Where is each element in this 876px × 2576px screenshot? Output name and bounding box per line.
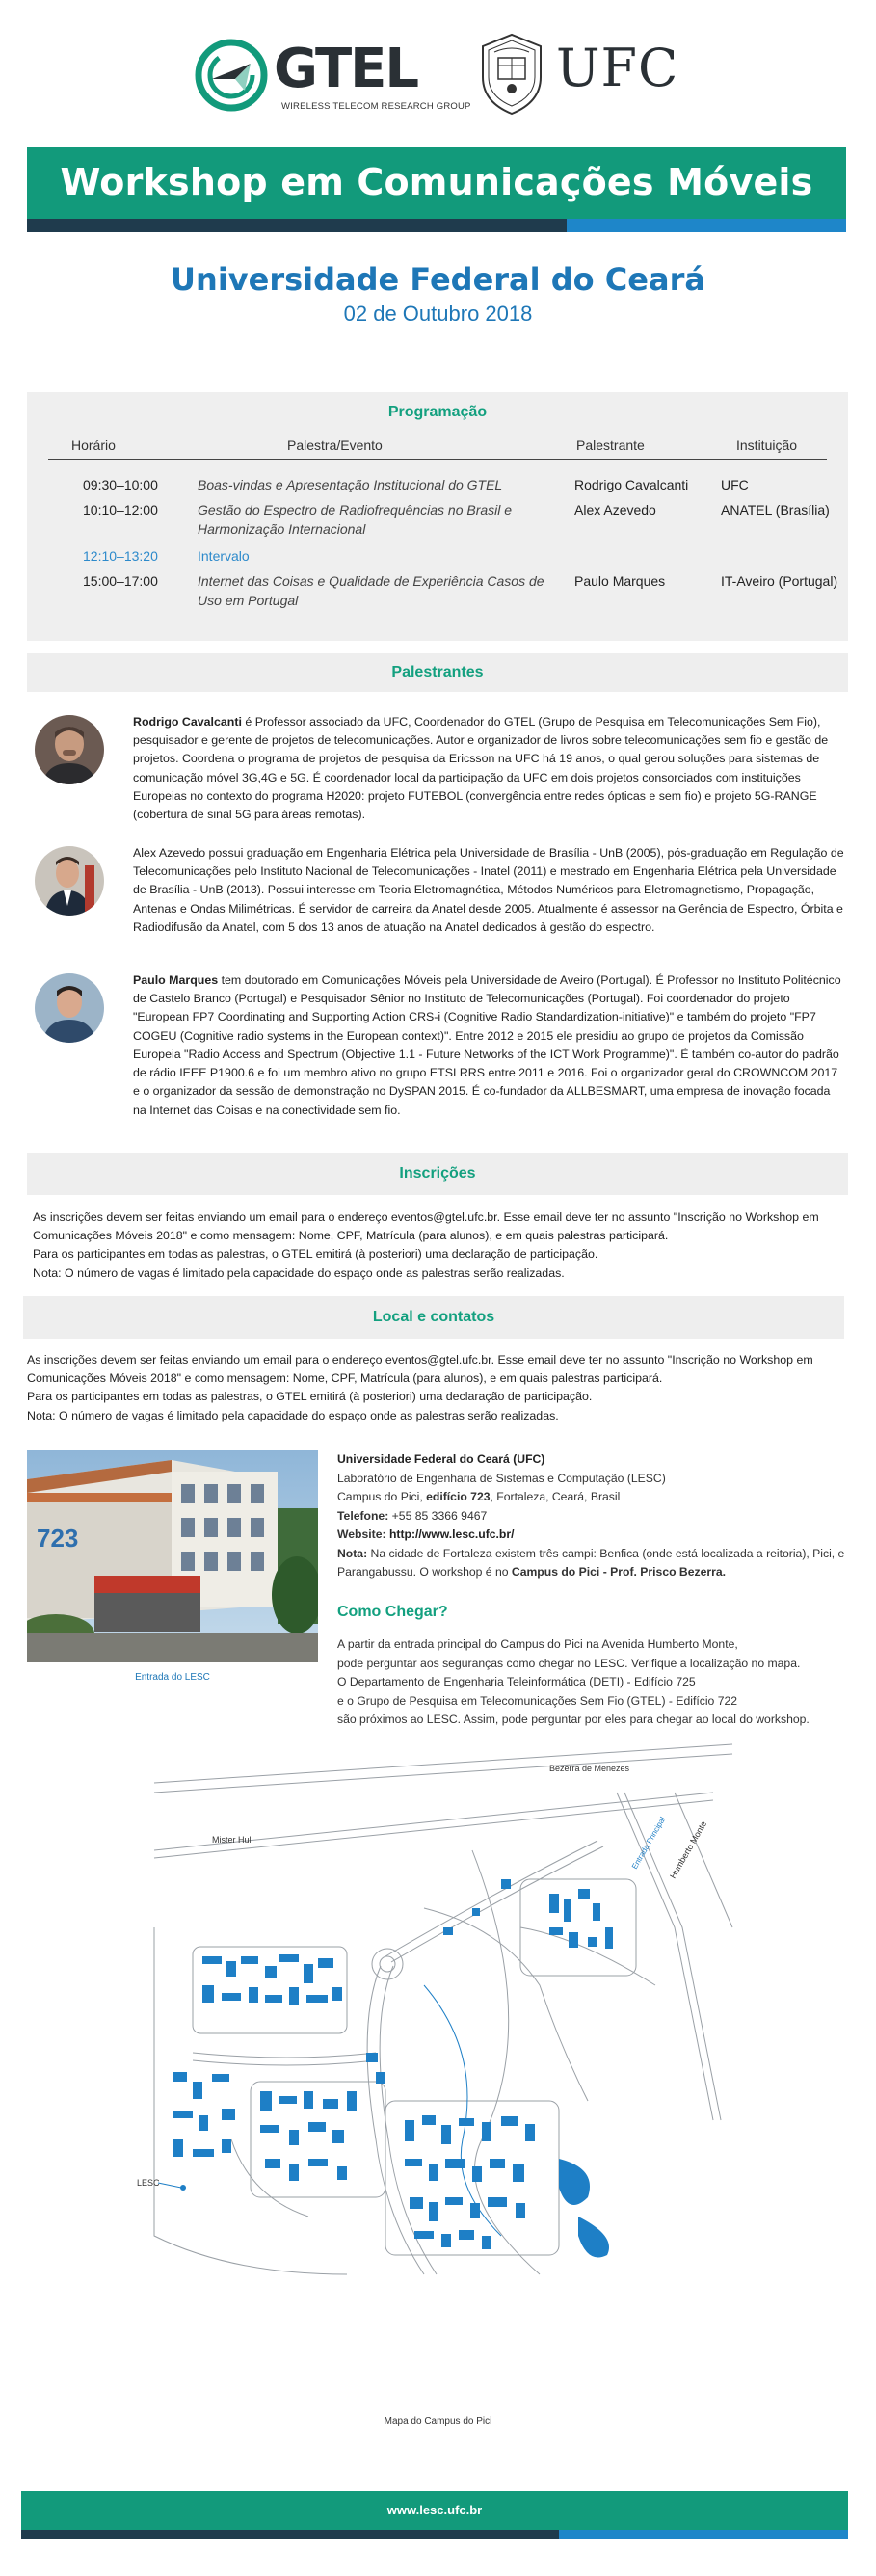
local-section-bar <box>23 1296 844 1339</box>
inscricoes-line: Nota: O número de vagas é limitado pela capacidade do espaço onde as palestras serão realizadas. <box>33 1265 565 1280</box>
speaker-bio <box>133 971 846 1120</box>
row-speaker: Alex Azevedo <box>574 502 656 518</box>
col-horario: Horário <box>71 438 116 453</box>
local-line: Para os participantes em todas as palestras, o GTEL emitirá (à posteriori) uma declaração de participação. <box>27 1390 593 1404</box>
address-name: Universidade Federal do Ceará (UFC) <box>337 1452 545 1466</box>
how-line: O Departamento de Engenharia Teleinformática (DETI) - Edifício 725 <box>337 1675 696 1689</box>
address-lab: Laboratório de Engenharia de Sistemas e Computação (LESC) <box>337 1471 666 1485</box>
header-logos <box>0 29 876 125</box>
footer-bar <box>21 2491 848 2530</box>
address-campus <box>337 1488 858 1507</box>
footer-stripe <box>21 2530 848 2539</box>
speaker-photo-icon <box>35 715 104 784</box>
gtel-logo <box>193 37 471 119</box>
schedule-header <box>48 437 827 460</box>
avatar <box>35 973 104 1043</box>
how-to-arrive-title: Como Chegar? <box>337 1604 448 1620</box>
row-speaker: Paulo Marques <box>574 573 666 589</box>
row-time: 12:10–13:20 <box>83 548 158 564</box>
speakers-section-bar <box>27 653 848 692</box>
speaker-photo-icon <box>35 846 104 916</box>
speaker-photo-icon <box>35 973 104 1043</box>
building-photo <box>27 1450 318 1662</box>
row-event: Internet das Coisas e Qualidade de Experiência Casos de Uso em Portugal <box>198 573 544 609</box>
gtel-wordmark: GTEL <box>274 38 418 100</box>
inscricoes-text <box>33 1208 847 1283</box>
inscricoes-section-bar <box>27 1153 848 1195</box>
university-name: Universidade Federal do Ceará <box>171 261 705 298</box>
col-instituicao: Instituição <box>736 438 798 453</box>
footer-stripe-dark <box>21 2530 559 2539</box>
website-link[interactable]: http://www.lesc.ufc.br/ <box>388 1527 515 1542</box>
note-text: Na cidade de Fortaleza existem três campi: Benfica (onde está localizada a reitoria), Pici, e Parangabussu. O workshop é no <box>337 1546 845 1580</box>
local-text <box>27 1351 846 1425</box>
inscricoes-title: Inscrições <box>399 1164 476 1182</box>
avatar <box>35 715 104 784</box>
speaker-bio <box>133 713 846 824</box>
address-building: edifício 723 <box>426 1490 491 1504</box>
inscricoes-line: As inscrições devem ser feitas enviando um email para o endereço eventos@gtel.ufc.br. Esse email deve ter no assunto "Inscrição no Workshop em Comunicações Móveis 2018" e como mensagem: Nome, CPF, Matrícula (para alunos), e em quais palestras participará. <box>33 1210 819 1243</box>
ufc-wordmark: UFC <box>556 38 679 98</box>
map-label-lesc: LESC <box>137 2178 160 2188</box>
address-campus-suffix: , Fortaleza, Ceará, Brasil <box>490 1490 621 1504</box>
speaker-bio <box>133 844 846 937</box>
address-phone <box>337 1507 858 1527</box>
map-label-entrance: Entrada Principal <box>629 1815 668 1871</box>
col-palestrante: Palestrante <box>576 438 645 453</box>
speakers-title: Palestrantes <box>391 663 484 680</box>
building-number: 723 <box>37 1524 79 1553</box>
speaker-bio-text: tem doutorado em Comunicações Móveis pela Universidade de Aveiro (Portugal). É Professor no Instituto Politécnico de Castelo Branco (Portugal) e Pesquisador Sênior no Instituto de Telecomunicações (Portugal). Foi coordenador do projeto "European FP7 Coordinating and Supporting Action CRS-i (Cognitive Radio Standardization-initiative)" e também do projeto "FP7 COGEU (Cognitive radio systems in the European context)". Entre 2012 e 2015 ele presidiu ao grupo de projetos da Comissão Europeia "Radio Access and Spectrum (Objective 1.1 - Future Networks of the ICT Work Programme)". É também co-autor do padrão de rádio IEEE P1900.6 e foi um membro ativo no grupo ETSI RRS entre 2011 e 2016. Foi o organizador geral do CROWNCOM 2017 e o organizador da sessão de demonstração no DySPAN 2015. É co-fundador da ALLBESMART, uma empresa de inovação focada na Internet das Coisas e na conectividade sem fio. <box>133 973 841 1117</box>
ufc-logo <box>477 29 689 120</box>
gtel-mark-icon <box>193 37 270 114</box>
footer-stripe-blue <box>559 2530 848 2539</box>
row-institution: IT-Aveiro (Portugal) <box>721 573 838 589</box>
title-stripe <box>27 219 846 232</box>
stripe-dark <box>27 219 567 232</box>
row-time: 15:00–17:00 <box>83 573 158 589</box>
note-campus: Campus do Pici - Prof. Prisco Bezerra. <box>511 1565 727 1580</box>
campus-map <box>135 1735 752 2409</box>
schedule-panel <box>27 392 848 641</box>
how-line: e o Grupo de Pesquisa em Telecomunicações Sem Fio (GTEL) - Edifício 722 <box>337 1693 738 1708</box>
avatar <box>35 846 104 916</box>
map-label-bezerra: Bezerra de Menezes <box>549 1764 630 1773</box>
local-title: Local e contatos <box>372 1308 495 1325</box>
page-title: Workshop em Comunicações Móveis <box>60 161 813 204</box>
map-caption: Mapa do Campus do Pici <box>384 2416 492 2427</box>
row-event: Intervalo <box>198 548 250 564</box>
website-label: Website: <box>337 1527 389 1542</box>
address-note <box>337 1545 858 1582</box>
phone-label: Telefone: <box>337 1508 389 1523</box>
row-institution: UFC <box>721 477 749 492</box>
local-line: As inscrições devem ser feitas enviando um email para o endereço eventos@gtel.ufc.br. Esse email deve ter no assunto "Inscrição no Workshop em Comunicações Móveis 2018" e como mensagem: Nome, CPF, Matrícula (para alunos), e em quais palestras participará. <box>27 1353 813 1386</box>
speaker-bio-text: Alex Azevedo possui graduação em Engenharia Elétrica pela Universidade de Brasília - UnB (2005), pós-graduação em Regulação de Telecomunicações pelo Instituto Nacional de Telecomunicações - Inatel (2011) e mestrado em Engenharia Elétrica pela Universidade de Brasília - UnB (2013). Possui interesse em Teoria Eletromagnética, Métodos Numéricos para Eletromagnetismo, Propagação, Antenas e Ondas Milimétricas. É servidor de carreira da Anatel desde 2005. Atualmente é assessor na Gerência de Espectro, Órbita e Radiodifusão da Anatel, com 5 dos 13 anos de atuação na Anatel dedicados à gestão do espectro. <box>133 846 844 934</box>
row-speaker: Rodrigo Cavalcanti <box>574 477 689 492</box>
phone-value: +55 85 3366 9467 <box>388 1508 488 1523</box>
row-event: Gestão do Espectro de Radiofrequências no Brasil e Harmonização Internacional <box>198 502 513 538</box>
building-photo-icon <box>27 1450 318 1662</box>
stripe-blue <box>567 219 846 232</box>
speaker-name: Rodrigo Cavalcanti <box>133 715 242 729</box>
how-line: pode perguntar aos seguranças como chegar no LESC. Verifique a localização no mapa. <box>337 1656 801 1670</box>
how-to-arrive-text <box>337 1635 858 1730</box>
campus-map-svg <box>135 1735 752 2409</box>
map-label-humberto: Humberto Monte <box>668 1819 709 1880</box>
title-banner <box>27 147 846 219</box>
address-block <box>337 1450 858 1582</box>
row-time: 09:30–10:00 <box>83 477 158 492</box>
gtel-tagline: WIRELESS TELECOM RESEARCH GROUP <box>281 101 471 112</box>
row-time: 10:10–12:00 <box>83 502 158 518</box>
row-institution: ANATEL (Brasília) <box>721 502 830 518</box>
how-line: são próximos ao LESC. Assim, pode perguntar por eles para chegar ao local do workshop. <box>337 1713 810 1727</box>
address-campus-prefix: Campus do Pici, <box>337 1490 427 1504</box>
col-palestra: Palestra/Evento <box>287 438 383 453</box>
note-label: Nota: <box>337 1546 368 1560</box>
address-website <box>337 1526 858 1545</box>
schedule-title: Programação <box>387 404 488 420</box>
event-date: 02 de Outubro 2018 <box>343 302 533 326</box>
local-line: Nota: O número de vagas é limitado pela capacidade do espaço onde as palestras serão realizadas. <box>27 1408 559 1422</box>
how-line: A partir da entrada principal do Campus do Pici na Avenida Humberto Monte, <box>337 1637 738 1651</box>
speaker-bio-text: é Professor associado da UFC, Coordenador do GTEL (Grupo de Pesquisa em Telecomunicações Sem Fio), pesquisador e gerente de projetos de telecomunicações. Autor e organizador de livros sobre telecomunicações sem fio e gestão de projetos. Coordena o programa de projetos de pesquisa da Ericsson na UFC há 19 anos, o qual gerou soluções para sistemas de comunicação móvel 3G,4G e 5G. É coordenador local da participação da UFC em dois projetos consorciados com instituições Europeias no contexto do programa H2020: projeto FUTEBOL (convergência entre redes ópticas e sem fio) e projeto 5G-RANGE (cobertura de sinal 5G para áreas remotas). <box>133 715 829 822</box>
speaker-name: Paulo Marques <box>133 973 219 987</box>
ufc-seal-icon <box>477 29 546 118</box>
photo-caption: Entrada do LESC <box>135 1672 210 1683</box>
footer-url[interactable]: www.lesc.ufc.br <box>386 2502 483 2517</box>
row-event: Boas-vindas e Apresentação Institucional do GTEL <box>198 477 503 492</box>
map-label-mister-hull: Mister Hull <box>212 1835 253 1845</box>
inscricoes-line: Para os participantes em todas as palestras, o GTEL emitirá (à posteriori) uma declaração de participação. <box>33 1247 598 1261</box>
